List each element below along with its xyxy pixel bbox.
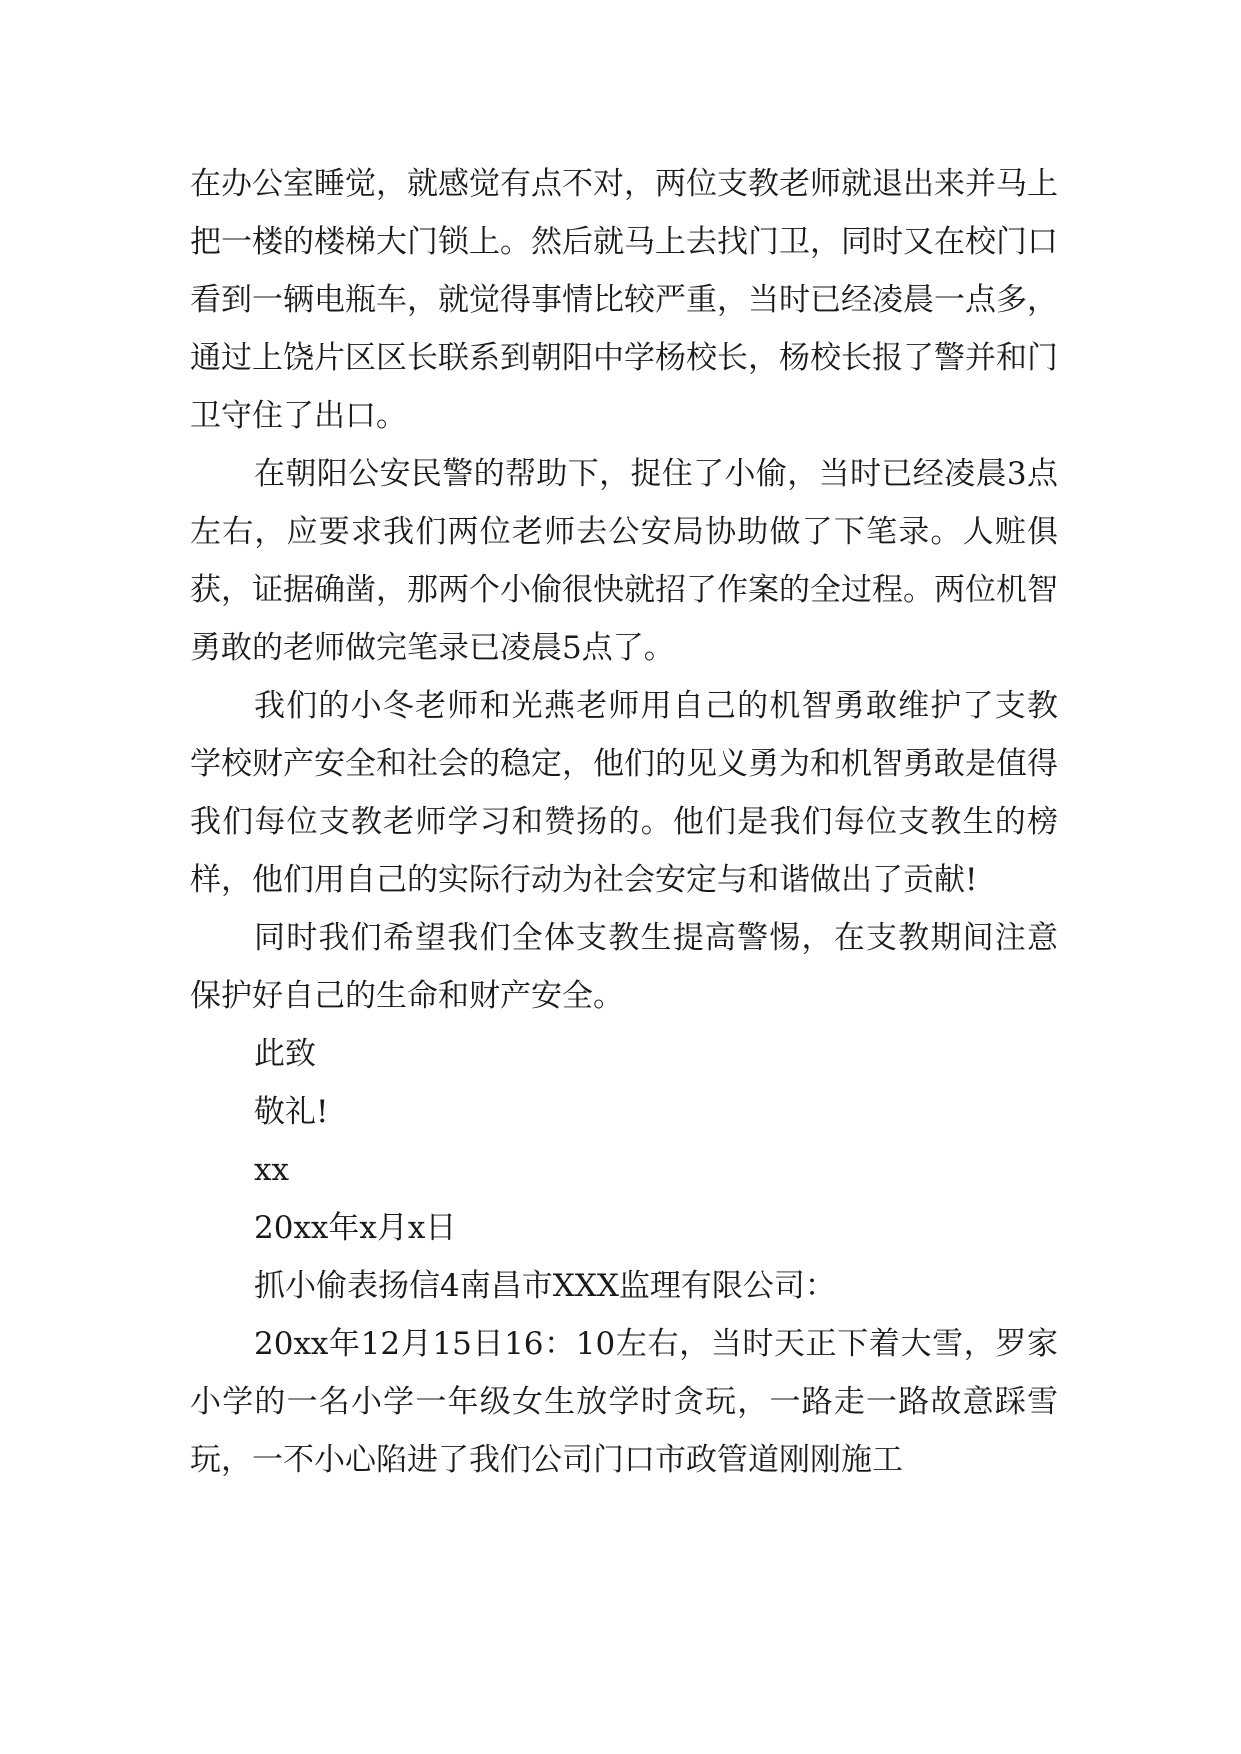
- letter-body: [190, 155, 1058, 1489]
- paragraph-praise: 我们的小冬老师和光燕老师用自己的机智勇敢维护了支教学校财产安全和社会的稳定，他们的见义勇为和机智勇敢是值得我们每位支教老师学习和赞扬的。他们是我们每位支教生的榜样，他们用自己的实际行动为社会安定与和谐做出了贡献!: [190, 688, 1058, 898]
- paragraph-continued: 在办公室睡觉，就感觉有点不对，两位支教老师就退出来并马上把一楼的楼梯大门锁上。然后就马上去找门卫，同时又在校门口看到一辆电瓶车，就觉得事情比较严重，当时已经凌晨一点多，通过上饶片区区长联系到朝阳中学杨校长，杨校长报了警并和门卫守住了出口。: [190, 166, 1058, 434]
- paragraph-warning: 同时我们希望我们全体支教生提高警惕，在支教期间注意保护好自己的生命和财产安全。: [190, 920, 1058, 1014]
- paragraph-arrest: 在朝阳公安民警的帮助下，捉住了小偷，当时已经凌晨3点左右，应要求我们两位老师去公安局协助做了下笔录。人赃俱获，证据确凿，那两个小偷很快就招了作案的全过程。两位机智勇敢的老师做完笔录已凌晨5点了。: [190, 456, 1058, 666]
- closing-salutation: 此致: [254, 1036, 316, 1072]
- letter-date: 20xx年x月x日: [254, 1210, 457, 1246]
- next-letter-paragraph: 20xx年12月15日16：10左右，当时天正下着大雪，罗家小学的一名小学一年级女生放学时贪玩，一路走一路故意踩雪玩，一不小心陷进了我们公司门口市政管道刚刚施工: [190, 1326, 1058, 1478]
- signature: xx: [254, 1152, 289, 1188]
- closing-regards: 敬礼!: [254, 1094, 329, 1130]
- next-letter-heading: 抓小偷表扬信4南昌市XXX监理有限公司：: [254, 1268, 836, 1304]
